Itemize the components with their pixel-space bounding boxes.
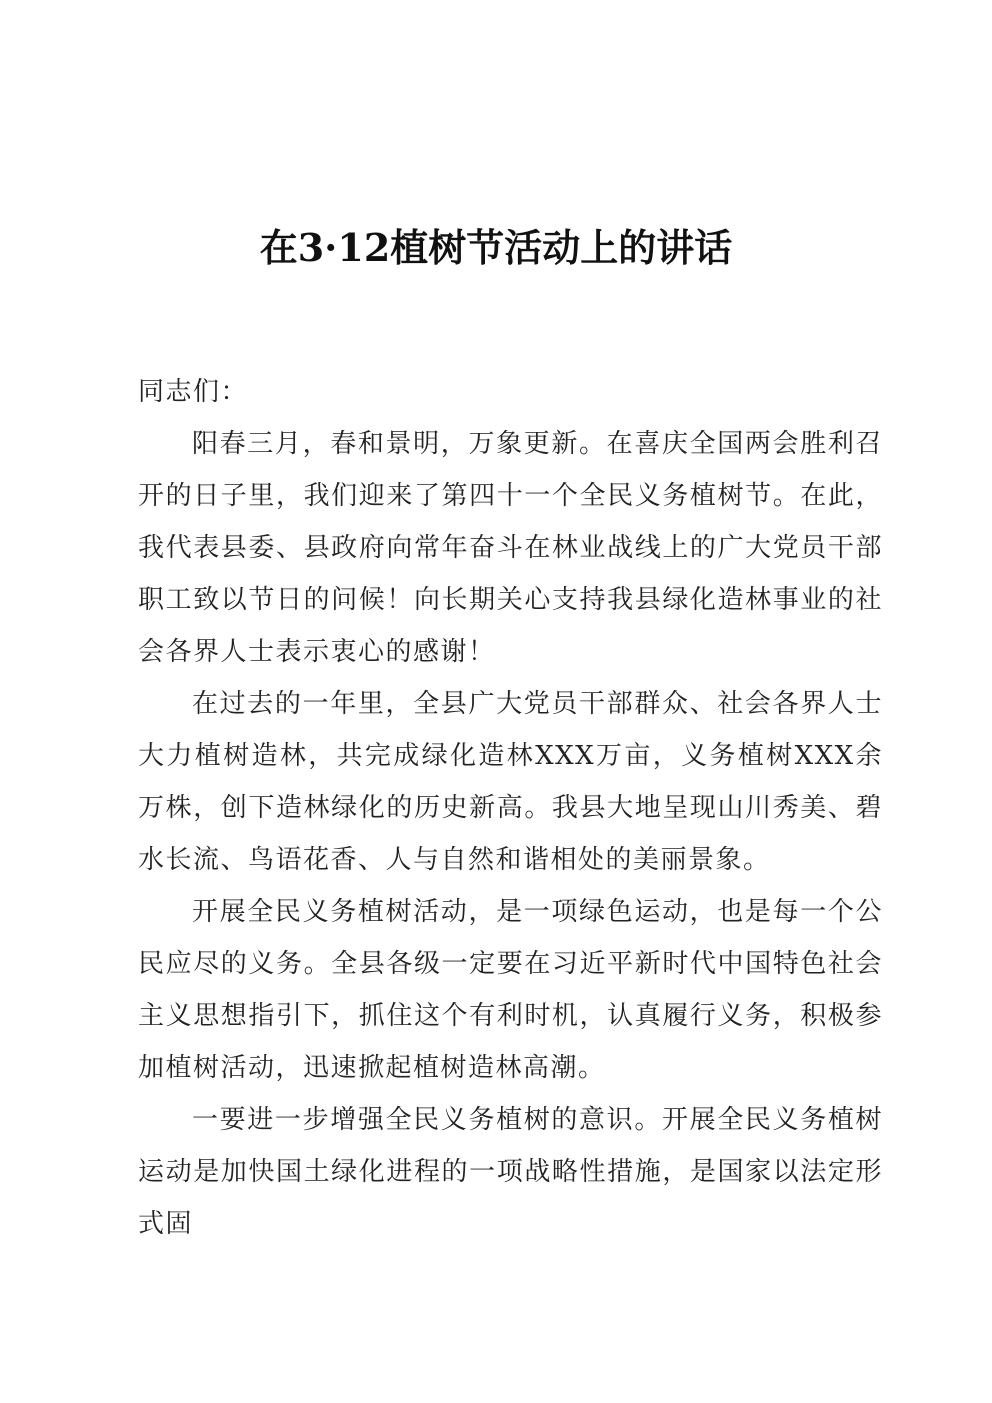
- document-body: [138, 366, 883, 1250]
- paragraph-2: 在过去的一年里，全县广大党员干部群众、社会各界人士大力植树造林，共完成绿化造林XXX万亩，义务植树XXX余万株，创下造林绿化的历史新高。我县大地呈现山川秀美、碧水长流、鸟语花香、人与自然和谐相处的美丽景象。: [138, 689, 883, 875]
- paragraph-3: 开展全民义务植树活动，是一项绿色运动，也是每一个公民应尽的义务。全县各级一定要在习近平新时代中国特色社会主义思想指引下，抓住这个有利时机，认真履行义务，积极参加植树活动，迅速掀起植树造林高潮。: [138, 897, 883, 1083]
- salutation: 同志们：: [138, 377, 249, 407]
- page-title: 在3·12植树节活动上的讲话: [259, 225, 733, 270]
- paragraph-1: 阳春三月，春和景明，万象更新。在喜庆全国两会胜利召开的日子里，我们迎来了第四十一个全民义务植树节。在此，我代表县委、县政府向常年奋斗在林业战线上的广大党员干部职工致以节日的问候！向长期关心支持我县绿化造林事业的社会各界人士表示衷心的感谢！: [138, 429, 883, 667]
- paragraph-4: 一要进一步增强全民义务植树的意识。开展全民义务植树运动是加快国土绿化进程的一项战略性措施，是国家以法定形式固: [138, 1105, 883, 1239]
